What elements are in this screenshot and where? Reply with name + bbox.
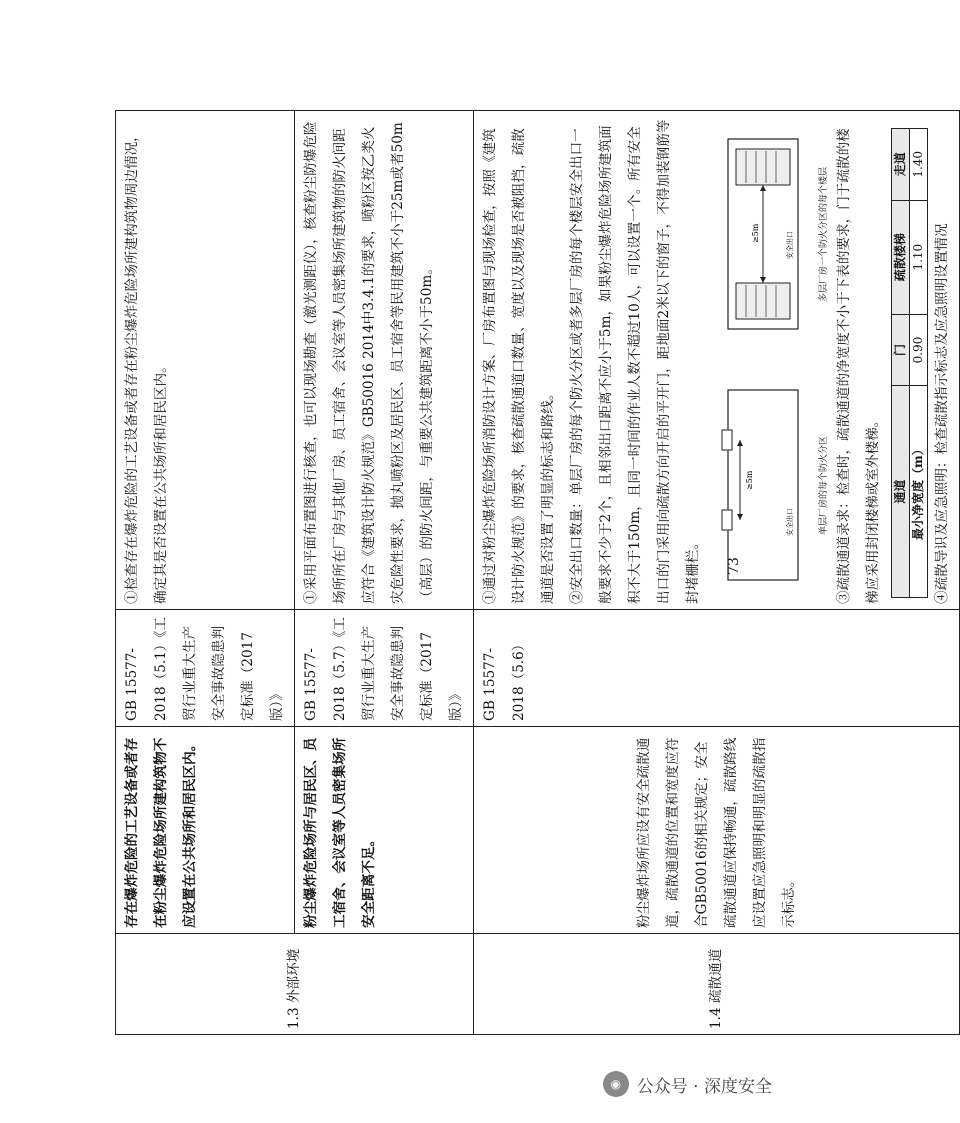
wechat-icon: ◉ [603,1071,629,1097]
r3-method-1: ①通过对粉尘爆炸危险场所消防设计方案、厂房布置图与现场检查，按照《建筑设计防火规范》的要求，核查疏散通道口数量、宽度以及现场是否被阻挡，疏散通道是否设置了明显的标志和路线。 [482,128,556,604]
r1-hazard: 存在爆炸危险的工艺设备或者存在粉尘爆炸危险场所建构筑物不应设置在公共场所和居民区内。 [116,727,295,934]
mini-header-corridor: 走道 [892,129,910,201]
fig2-exit-label: 安全出口 [786,231,794,260]
fig2-caption: 多层厂房一个防火分区的每个楼层 [819,167,829,303]
fig1-dist-label: ≥5m [745,471,754,491]
r3-method-2: ②安全出口数量：单层厂房的每个防火分区或者多层厂房的每个楼层安全出口一般要求不少于2个，且相邻出口距离不应小于5m，如果粉尘爆炸危险场所建筑面积不大于150m，且同一时间的作业人数不超过10人，可以设置一个。所有安全出口的门采用向疏散方向开启的平开门，距地面2米以下的窗子，不得加装钢筋等封堵栅栏。 [569,119,701,604]
multi-floor-diagram [712,116,830,353]
r1-standard: GB 15577-2018（5.1）《工贸行业重大生产安全事故隐患判定标准（2017版）》 [116,610,295,727]
fig1-caption: 单层厂房的每个防火分区 [819,436,829,536]
r3-method-4: ④疏散导识及应急照明：检查疏散指示标志及应急照明设置情况 [934,223,950,604]
r2-standard: GB 15577-2018（5.7）《工贸行业重大生产安全事故隐患判定标准（2017版）》 [295,610,474,727]
fig1-exit-label: 安全出口 [786,508,794,537]
r1-method: ①检查存在爆炸危险的工艺设备或者存在粉尘爆炸危险场所建构筑物周边情况，确定其是否设置在公共场所和居民区内。 [116,111,295,610]
mini-value-stair: 1.10 [910,200,928,314]
inspection-table [115,110,960,1035]
r3-hazard: 粉尘爆炸场所应设有安全疏散通道，疏散通道的位置和宽度应符合GB50016的相关规定；安全疏散通道应保持畅通，疏散路线应设置应急照明和明显的疏散指示标志。 [474,727,960,934]
watermark [603,1071,772,1097]
mini-header-passage: 通道 [892,386,910,598]
multi-floor-drawing [718,130,818,340]
r3-method [474,111,960,610]
mini-header-stair: 疏散楼梯 [892,200,910,314]
mini-header-door: 门 [892,314,910,386]
section-1-4-label: 1.4 疏散通道 [474,934,960,1035]
mini-value-corridor: 1.40 [910,129,928,201]
r2-hazard: 粉尘爆炸危险场所与居民区、员工宿舍、会议室等人员密集场所安全距离不足。 [295,727,474,934]
watermark-text: 公众号 · 深度安全 [636,1076,772,1097]
page-number: 73 [726,557,742,575]
fig2-dist-label: ≥5m [751,224,760,244]
width-requirements-table [891,128,928,598]
r3-method-3: ③疏散通道录求：检查时，疏散通道的净宽度不小于下表的要求，门于疏散的楼梯应采用封闭楼梯或室外楼梯。 [836,128,881,604]
section-1-3-label: 1.3 外部环境 [116,934,474,1035]
r3-standard: GB 15577-2018（5.6） [474,610,960,727]
r2-method: ①采用平面布置图进行核查，也可以现场勘查（激光测距仪），核查粉尘防爆危险场所所在厂房与其他厂房、员工宿舍、会议室等人员密集场所建筑物的防火间距应符合《建筑设计防火规范》GB50016 2014中3.4.1的要求，喷粉区按乙类火灾危险性要求，抛丸喷粉区及居民区、员工宿舍等民用建筑不小于25m或者50m（高层）的防火间距，与重要公共建筑距离不小于50m。 [295,111,474,610]
mini-row-label: 最小净宽度（m） [910,386,928,598]
exit-diagrams [712,116,830,604]
mini-value-door: 0.90 [910,314,928,386]
